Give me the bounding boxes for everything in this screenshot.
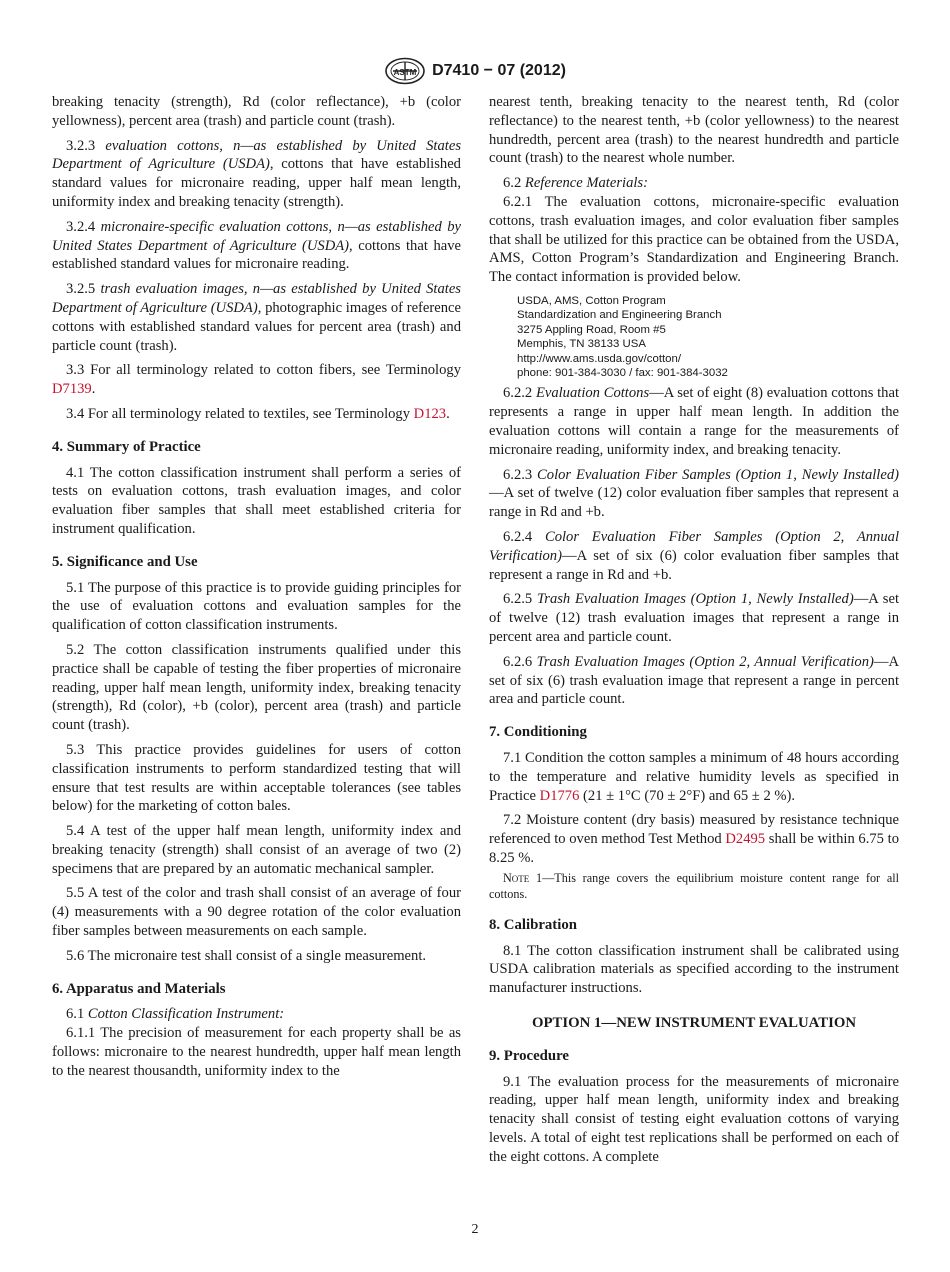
paragraph-4-1: 4.1 The cotton classification instrument shall perform a series of tests on evaluation cottons, trash evaluation images, and color evaluation fiber samples that shall meet established criteria for instrument qualification.: [52, 464, 461, 537]
address-line: USDA, AMS, Cotton Program: [517, 294, 666, 307]
svg-text:ASTM: ASTM: [393, 68, 417, 77]
paragraph-6-2-6: 6.2.6 Trash Evaluation Images (Option 2, Annual Verification)—A set of six (6) trash evaluation image that represent a range in percent area and particle count.: [489, 653, 899, 708]
paragraph-3-2-3: 3.2.3 evaluation cottons, n—as established by United States Department of Agriculture (USDA), cottons that have established standard values for micronaire reading, upper half mean length, uniformity index and breaking tenacity (strength).: [52, 137, 461, 210]
section-heading-7: 7. Conditioning: [489, 724, 587, 741]
paragraph-6-2-4: 6.2.4 Color Evaluation Fiber Samples (Option 2, Annual Verification)—A set of six (6) color evaluation fiber samples that represent a range in Rd and +b.: [489, 528, 899, 583]
paragraph-5-1: 5.1 The purpose of this practice is to provide guiding principles for the use of evaluation cottons and evaluation samples for the qualification of cotton classification instruments.: [52, 579, 461, 634]
paragraph-3-2-5: 3.2.5 trash evaluation images, n—as established by United States Department of Agriculture (USDA), photographic images of reference cottons with established standard values for percent area (trash) and particle count (trash).: [52, 281, 461, 354]
paragraph-5-6: 5.6 The micronaire test shall consist of a single measurement.: [66, 947, 427, 964]
paragraph-continuation: breaking tenacity (strength), Rd (color reflectance), +b (color yellowness), percent area (trash) and particle count (trash).: [52, 94, 461, 129]
paragraph-3-4: 3.4 For all terminology related to textiles, see Terminology D123.: [66, 405, 450, 422]
note-1: Note 1—This range covers the equilibrium moisture content range for all cottons.: [489, 870, 899, 901]
paragraph-3-2-4: 3.2.4 micronaire-specific evaluation cottons, n—as established by United States Department of Agriculture (USDA), cottons that have established standard values for micronaire reading.: [52, 218, 462, 273]
paragraph-5-5: 5.5 A test of the color and trash shall consist of an average of four (4) measurements with a 90 degree rotation of the color evaluation fiber samples between measurements on each sample.: [52, 885, 461, 940]
paragraph-6-2-2: 6.2.2 Evaluation Cottons—A set of eight (8) evaluation cottons that represents a range in upper half mean length. In addition the evaluation cottons will contain a range for the measurements of micronaire reading, uniformity index, and breaking tenacity.: [489, 385, 900, 458]
astm-logo-icon: [384, 57, 426, 85]
page-header: [0, 56, 950, 86]
option-1-heading: OPTION 1—NEW INSTRUMENT EVALUATION: [531, 1014, 857, 1031]
paragraph-9-1: 9.1 The evaluation process for the measurements of micronaire reading, upper half mean length, uniformity index and breaking tenacity shall consist of testing eight evaluation cottons of varying levels. A total of eight test replications shall be performed on each of the eight cottons. A complete: [489, 1073, 899, 1165]
section-heading-8: 8. Calibration: [489, 916, 577, 933]
paragraph-6-1-1: 6.1.1 The precision of measurement for each property shall be as follows: micronaire to the nearest hundredth, upper half mean length to the nearest thousandth, uniformity index to the: [52, 1025, 461, 1079]
address-line: Memphis, TN 38133 USA: [517, 338, 646, 351]
paragraph-6-2-3: 6.2.3 Color Evaluation Fiber Samples (Option 1, Newly Installed)—A set of twelve (12) color evaluation fiber samples that represent a range in Rd and +b.: [489, 466, 899, 521]
section-heading-5: 5. Significance and Use: [52, 553, 198, 570]
page-number: 2: [471, 1222, 479, 1237]
address-phone: phone: 901-384-3030 / fax: 901-384-3032: [517, 367, 728, 379]
link-d7139[interactable]: D7139: [52, 381, 92, 398]
paragraph-3-3: 3.3 For all terminology related to cotton fibers, see Terminology D7139.: [52, 362, 461, 398]
section-heading-9: 9. Procedure: [489, 1047, 569, 1064]
paragraph-7-2: 7.2 Moisture content (dry basis) measured by resistance technique referenced to oven method Test Method D2495 shall be within 6.75 to 8.25 %.: [489, 812, 899, 866]
section-heading-4: 4. Summary of Practice: [52, 438, 201, 455]
paragraph-continuation-right: nearest tenth, breaking tenacity to the nearest tenth, Rd (color reflectance) to the nearest tenth, +b (color yellowness) to the nearest hundredth, percent area (trash) to the nearest hundredth and particle count (trash) to the nearest whole number.: [489, 94, 899, 167]
paragraph-6-2: 6.2 Reference Materials:: [503, 175, 648, 192]
paragraph-5-4: 5.4 A test of the upper half mean length, uniformity index and breaking tenacity (strength) shall consist of an average of two (2) specimens that are prepared by an automatic mechanical sampler.: [52, 823, 461, 877]
paragraph-7-1: 7.1 Condition the cotton samples a minimum of 48 hours according to the temperature and relative humidity levels as specified in Practice D1776 (21 ± 1°C (70 ± 2°F) and 65 ± 2 %).: [489, 749, 899, 804]
contact-address: [517, 294, 899, 380]
link-d1776[interactable]: D1776: [539, 787, 580, 804]
right-column: [489, 93, 899, 1173]
paragraph-8-1: 8.1 The cotton classification instrument shall be calibrated using USDA calibration materials as specified according to the instrument manufacturer instructions.: [489, 942, 899, 997]
paragraph-6-2-1: 6.2.1 The evaluation cottons, micronaire-specific evaluation cottons, trash evaluation images, and color evaluation fiber samples that shall be utilized for this practice can be obtained from the USDA, AMS, Cotton Program’s Standardization and Engineering Branch. The contact information is provided below.: [489, 193, 899, 286]
left-column: [52, 93, 461, 1087]
address-line: Standardization and Engineering Branch: [517, 309, 722, 322]
paragraph-6-1: 6.1 Cotton Classification Instrument:: [66, 1006, 285, 1023]
paragraph-6-2-5: 6.2.5 Trash Evaluation Images (Option 1, Newly Installed)—A set of twelve (12) trash evaluation images that represent a range in percent area and particle count.: [489, 591, 899, 645]
address-line: 3275 Appling Road, Room #5: [517, 323, 666, 336]
link-d2495[interactable]: D2495: [725, 831, 766, 848]
paragraph-5-3: 5.3 This practice provides guidelines for users of cotton classification instruments to perform standardized testing that will ensure that test results are within acceptable tolerances (see tables below) for the marketing of cotton bales.: [52, 741, 461, 815]
section-heading-6: 6. Apparatus and Materials: [52, 980, 226, 997]
address-url: http://www.ams.usda.gov/cotton/: [517, 352, 681, 365]
paragraph-5-2: 5.2 The cotton classification instruments qualified under this practice shall be capable of testing the fiber properties of micronaire reading, upper half mean length, uniformity index, breaking tenacity (strength), Rd (color), +b (color), percent area (trash) and particle count (trash).: [52, 641, 461, 734]
link-d123[interactable]: D123: [413, 405, 447, 422]
document-designation: D7410 − 07 (2012): [432, 62, 566, 79]
